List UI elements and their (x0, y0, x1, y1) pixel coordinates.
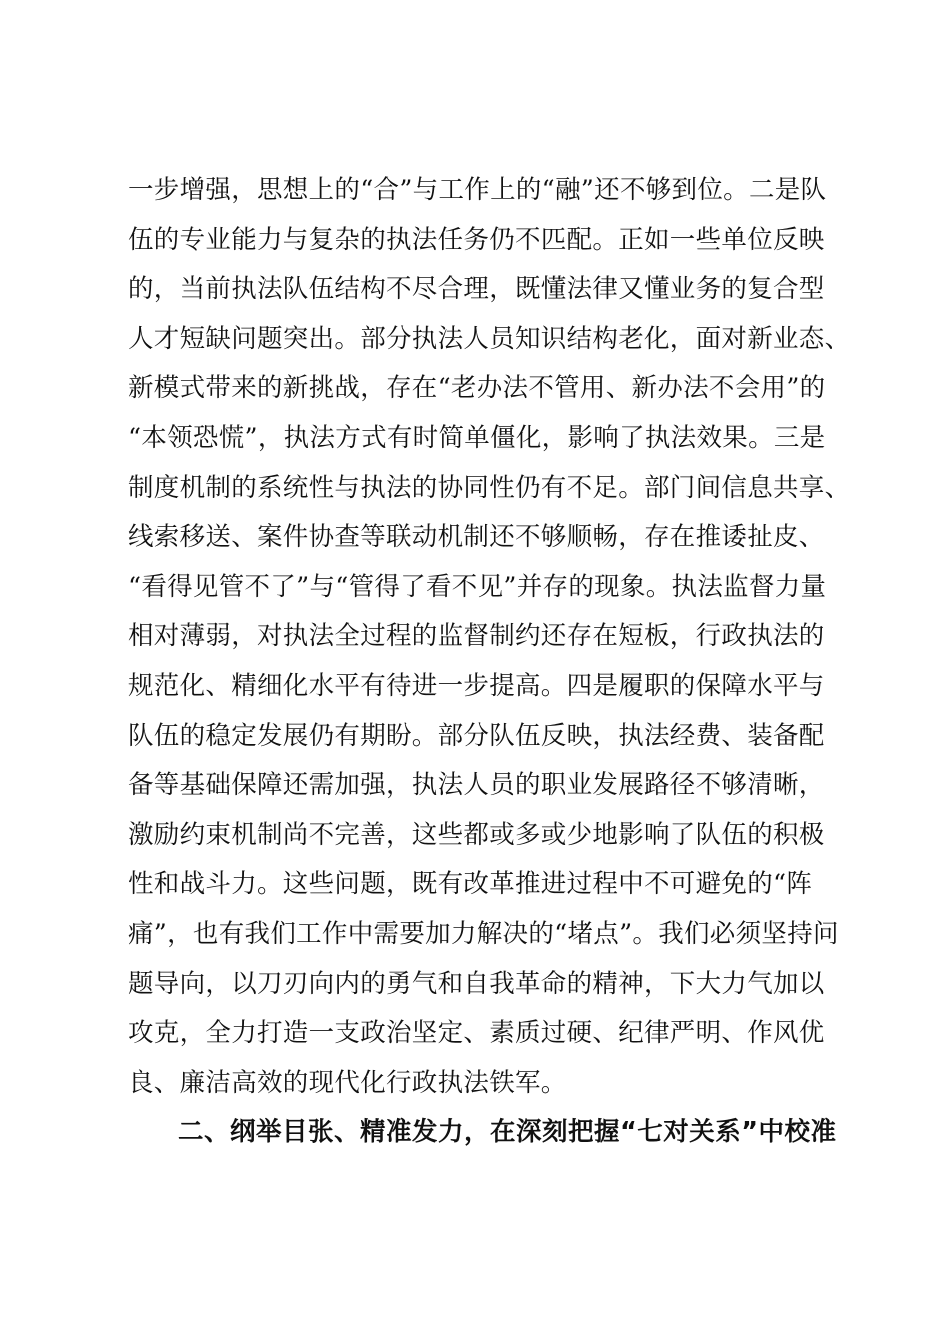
paragraph-line: 激励约束机制尚不完善，这些都或多或少地影响了队伍的积极 (128, 819, 825, 850)
paragraph-line: 良、廉洁高效的现代化行政执法铁军。 (128, 1067, 567, 1098)
paragraph-line: “看得见管不了”与“管得了看不见”并存的现象。执法监督力量 (128, 571, 827, 602)
paragraph-line: 制度机制的系统性与执法的协同性仍有不足。部门间信息共享、 (128, 472, 851, 503)
paragraph-line: 题导向，以刀刃向内的勇气和自我革命的精神，下大力气加以 (128, 968, 825, 999)
paragraph-line: 规范化、精细化水平有待进一步提高。四是履职的保障水平与 (128, 670, 825, 701)
body-text (128, 166, 851, 1158)
paragraph-line: 队伍的稳定发展仍有期盼。部分队伍反映，执法经费、装备配 (128, 720, 825, 751)
paragraph-line: 相对薄弱，对执法全过程的监督制约还存在短板，行政执法的 (128, 621, 825, 652)
section-heading: 二、纲举目张、精准发力，在深刻把握“七对关系”中校准 (178, 1117, 837, 1148)
paragraph-line: 人才短缺问题突出。部分执法人员知识结构老化，面对新业态、 (128, 323, 851, 354)
paragraph-line: “本领恐慌”，执法方式有时简单僵化，影响了执法效果。三是 (128, 422, 826, 453)
paragraph-line: 新模式带来的新挑战，存在“老办法不管用、新办法不会用”的 (128, 373, 826, 404)
paragraph-line: 线索移送、案件协查等联动机制还不够顺畅，存在推诿扯皮、 (128, 522, 825, 553)
paragraph-line: 伍的专业能力与复杂的执法任务仍不匹配。正如一些单位反映 (128, 224, 825, 255)
paragraph-line: 痛”，也有我们工作中需要加力解决的“堵点”。我们必须坚持问 (128, 918, 839, 949)
paragraph-line: 一步增强，思想上的“合”与工作上的“融”还不够到位。二是队 (128, 175, 827, 205)
paragraph-line: 攻克，全力打造一支政治坚定、素质过硬、纪律严明、作风优 (128, 1018, 825, 1049)
paragraph-line: 备等基础保障还需加强，执法人员的职业发展路径不够清晰， (128, 770, 825, 801)
paragraph-line: 的，当前执法队伍结构不尽合理，既懂法律又懂业务的复合型 (128, 274, 825, 305)
paragraph-line: 性和战斗力。这些问题，既有改革推进过程中不可避免的“阵 (128, 869, 813, 900)
